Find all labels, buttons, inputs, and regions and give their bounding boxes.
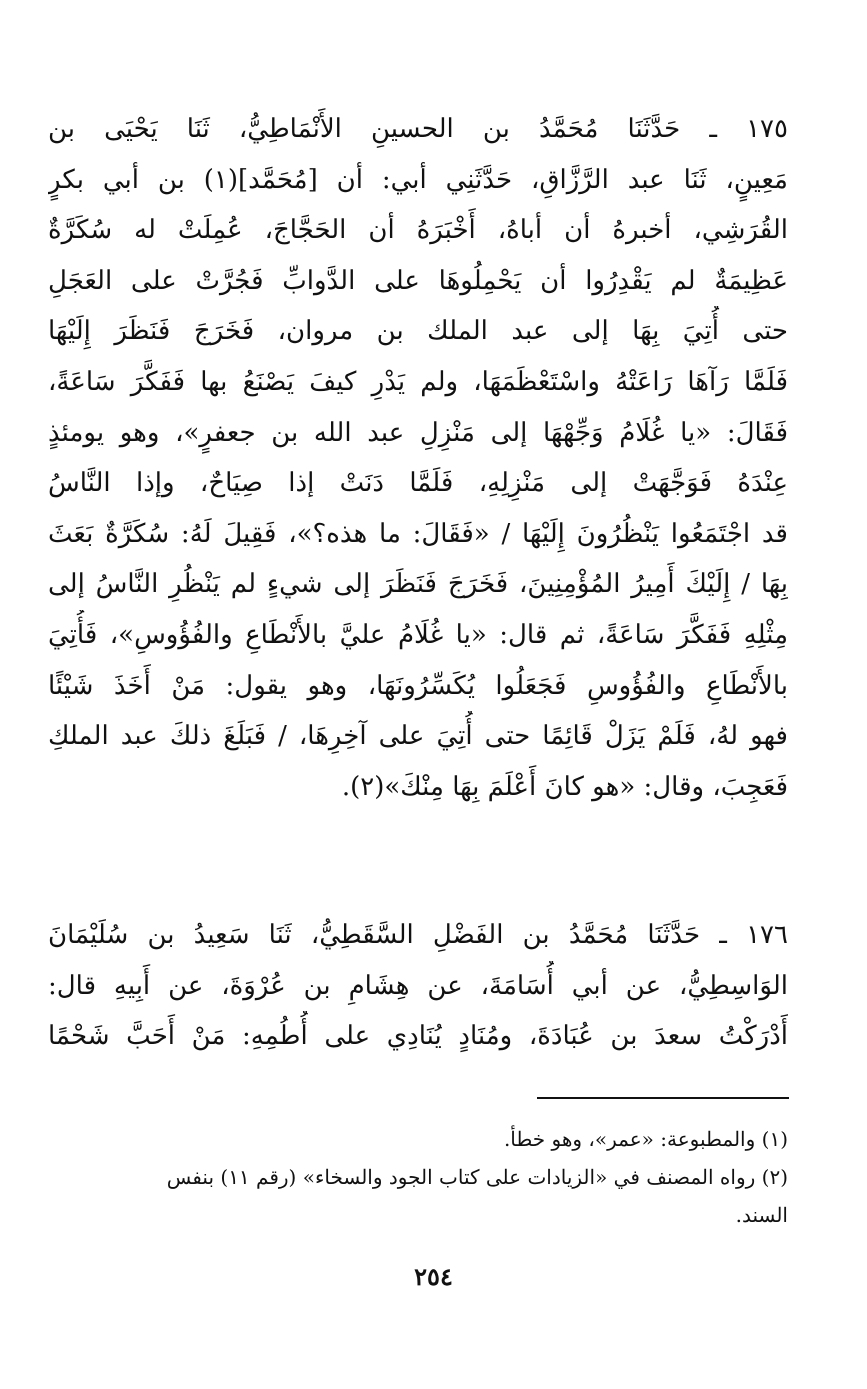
text-line: أَدْرَكْتُ سعدَ بن عُبَادَةَ، ومُنَادٍ يُنَادِي على أُطُمِهِ: مَنْ أَحَبَّ شَحْمًا	[48, 1021, 788, 1052]
text-line: بِهَا / إِلَيْكَ أَمِيرُ المُؤْمِنِينَ، فَخَرَجَ فَنَظَرَ إلى شيءٍ لم يَنْظُرِ النَّاسُ إلى	[48, 569, 788, 600]
footnotes	[54, 1120, 788, 1234]
text-line: القُرَشِي، أخبرهُ أن أباهُ، أَخْبَرَهُ أن الحَجَّاجَ، عُمِلَتْ له سُكَرَّةٌ	[48, 215, 788, 246]
text-line: بالأَنْطَاعِ والفُؤُوسِ فَجَعَلُوا يُكَسِّرُونَهَا، وهو يقول: مَنْ أَخَذَ شَيْئًا	[48, 670, 788, 701]
footnote-1: (١) والمطبوعة: «عمر»، وهو خطأ.	[503, 1127, 788, 1151]
footnote-separator	[537, 1097, 789, 1099]
hadith-176-paragraph	[48, 910, 788, 1062]
text-line: مَعِينٍ، ثَنَا عبد الرَّزَّاقِ، حَدَّثَنِي أبي: أن [مُحَمَّد](١) بن أبي بكرٍ	[48, 164, 788, 195]
footnote-2-continuation: السند.	[735, 1203, 788, 1227]
text-line: فَعَجِبَ، وقال: «هو كانَ أَعْلَمَ بِهَا مِنْكَ»(٢).	[341, 771, 788, 802]
page-number: ٢٥٤	[414, 1262, 453, 1291]
hadith-175-paragraph	[48, 104, 788, 812]
text-line: فهو لهُ، فَلَمْ يَزَلْ قَائِمًا حتى أُتِيَ على آخِرِهَا، / فَبَلَغَ ذلكَ عبد الملكِ	[48, 721, 788, 752]
footnote-2: (٢) رواه المصنف في «الزيادات على كتاب الجود والسخاء» (رقم ١١) بنفس	[166, 1165, 788, 1189]
text-line: حتى أُتِيَ بِهَا إلى عبد الملك بن مروان، فَخَرَجَ فَنَظَرَ إِلَيْهَا	[48, 316, 788, 347]
text-line: عَظِيمَةٌ لم يَقْدِرُوا أن يَحْمِلُوهَا على الدَّوابِّ فَجُرَّتْ على العَجَلِ	[48, 265, 788, 296]
text-line: فَقَالَ: «يا غُلَامُ وَجِّهْهَا إلى مَنْزِلِ عبد الله بن جعفرٍ»، وهو يومئذٍ	[48, 417, 788, 448]
text-line: الوَاسِطِيُّ، عن أبي أُسَامَةَ، عن هِشَامِ بن عُرْوَةَ، عن أَبِيهِ قال:	[48, 970, 788, 1001]
text-line: ١٧٥ ـ حَدَّثَنَا مُحَمَّدُ بن الحسينِ الأَنْمَاطِيُّ، ثَنَا يَحْيَى بن	[48, 114, 788, 144]
text-line: قد اجْتَمَعُوا يَنْظُرُونَ إِلَيْهَا / «فَقَالَ: ما هذه؟»، فَقِيلَ لَهُ: سُكَرَّةٌ بَعَثَ	[48, 518, 788, 549]
text-line: فَلَمَّا رَآهَا رَاعَتْهُ واسْتَعْظَمَهَا، ولم يَدْرِ كيفَ يَصْنَعُ بها فَفَكَّرَ سَاعَةً،	[48, 366, 788, 397]
text-line: مِثْلِهِ فَفَكَّرَ سَاعَةً، ثم قال: «يا غُلَامُ عليَّ بالأَنْطَاعِ والفُؤُوسِ»، فَأُتِيَ	[48, 619, 788, 650]
text-line: ١٧٦ ـ حَدَّثَنَا مُحَمَّدُ بن الفَضْلِ السَّقَطِيُّ، ثَنَا سَعِيدُ بن سُلَيْمَانَ	[48, 920, 788, 950]
text-line: عِنْدَهُ فَوَجَّهَتْ إلى مَنْزِلِهِ، فَلَمَّا دَنَتْ إذا صِيَاحٌ، وإذا النَّاسُ	[48, 468, 788, 499]
